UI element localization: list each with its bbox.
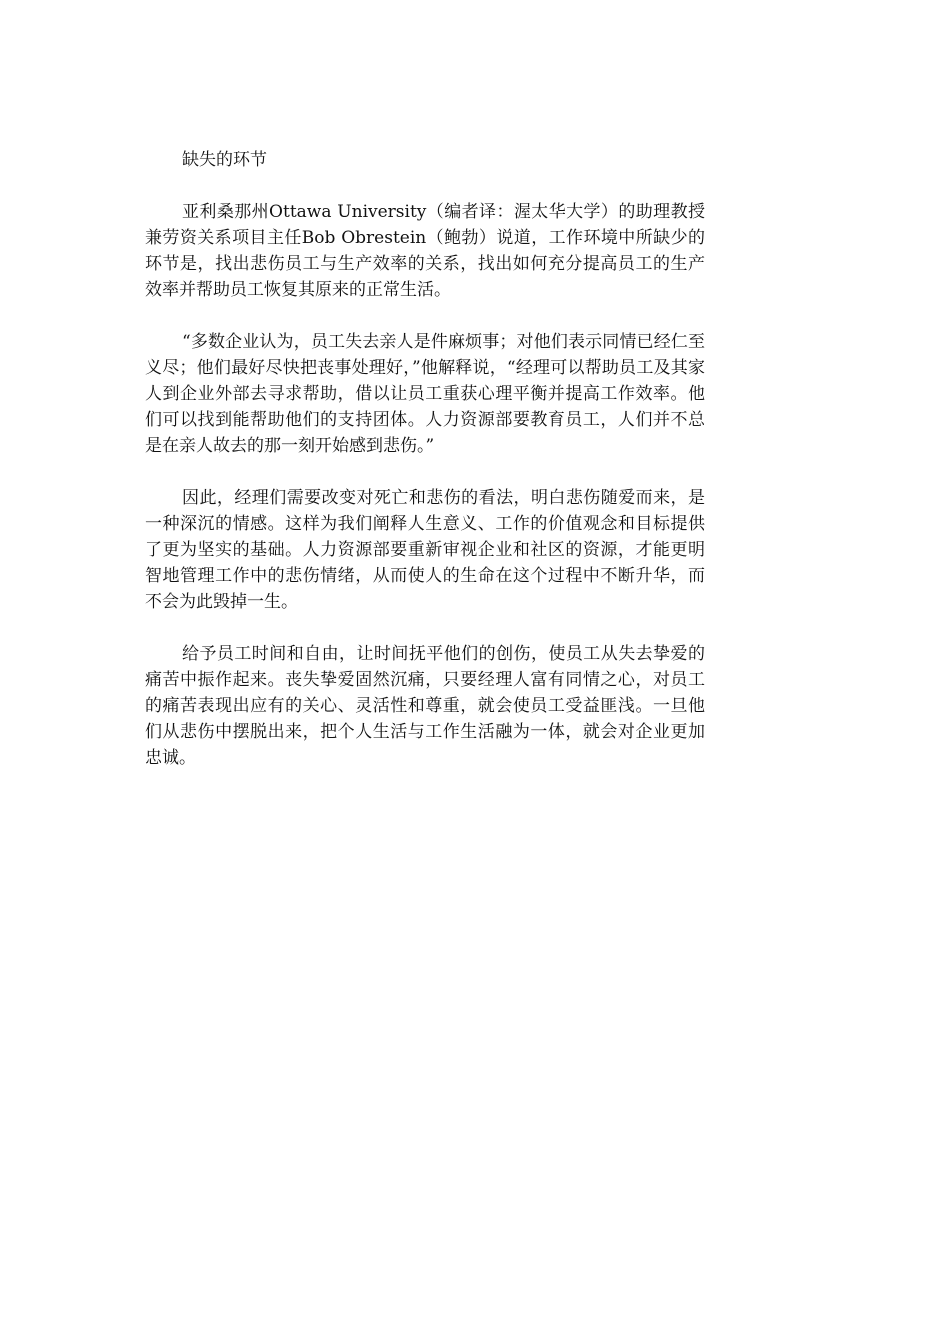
paragraph-4: 给予员工时间和自由，让时间抚平他们的创伤，使员工从失去挚爱的痛苦中振作起来。丧失挚爱固然沉痛，只要经理人富有同情之心，对员工的痛苦表现出应有的关心、灵活性和尊重，就会使员工受益匪浅。一旦他们从悲伤中摆脱出来，把个人生活与工作生活融为一体，就会对企业更加忠诚。 [145, 644, 705, 768]
paragraph-3: 因此，经理们需要改变对死亡和悲伤的看法，明白悲伤随爱而来，是一种深沉的情感。这样为我们阐释人生意义、工作的价值观念和目标提供了更为坚实的基础。人力资源部要重新审视企业和社区的资源，才能更明智地管理工作中的悲伤情绪，从而使人的生命在这个过程中不断升华，而不会为此毁掉一生。 [145, 488, 705, 612]
paragraph-1: 亚利桑那州Ottawa University（编者译：渥太华大学）的助理教授兼劳资关系项目主任Bob Obrestein（鲍勃）说道，工作环境中所缺少的环节是，找出悲伤员工与生产效率的关系，找出如何充分提高员工的生产效率并帮助员工恢复其原来的正常生活。 [145, 202, 705, 300]
document-body [145, 147, 705, 771]
section-heading: 缺失的环节 [182, 150, 267, 170]
paragraph-2: “多数企业认为，员工失去亲人是件麻烦事；对他们表示同情已经仁至义尽；他们最好尽快把丧事处理好，”他解释说，“经理可以帮助员工及其家人到企业外部去寻求帮助，借以让员工重获心理平衡并提高工作效率。他们可以找到能帮助他们的支持团体。人力资源部要教育员工，人们并不总是在亲人故去的那一刻开始感到悲伤。” [145, 332, 705, 456]
